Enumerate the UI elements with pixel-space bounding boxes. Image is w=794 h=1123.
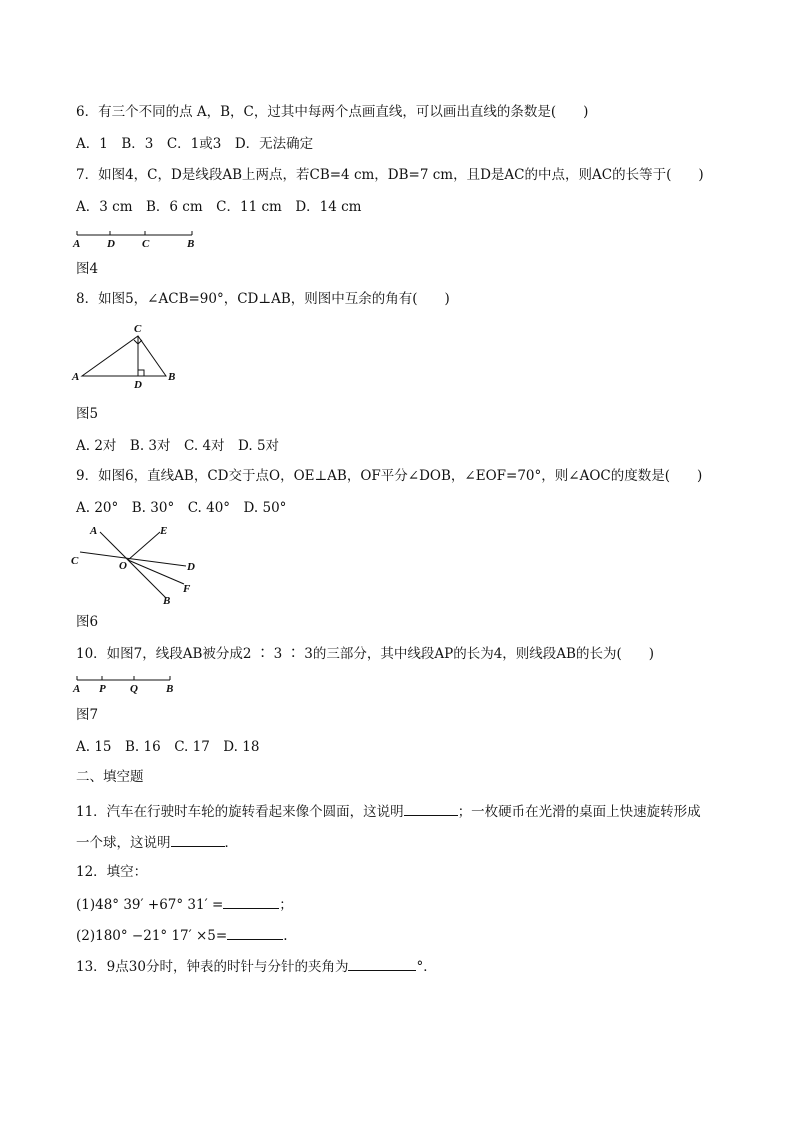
q12-part1-text: (1)48° 39′ +67° 31′ = <box>76 897 224 913</box>
q6-options: A．1 B．3 C．1或3 D．无法确定 <box>76 136 314 152</box>
q8-options: A. 2对 B. 3对 C. 4对 D. 5对 <box>76 438 280 454</box>
fig4-label-d: D <box>107 238 115 250</box>
fig6-label-d: D <box>187 561 195 573</box>
q12-stem: 12．填空： <box>76 864 148 880</box>
fig7-label-b: B <box>166 683 174 695</box>
fig7-label-q: Q <box>130 683 138 695</box>
q13-line <box>76 956 437 976</box>
q11-text-4: ． <box>224 835 238 851</box>
q13-text: 13．9点30分时，钟表的时针与分针的夹角为 <box>76 959 349 975</box>
figure-7 <box>70 673 190 695</box>
fig5-label-a: A <box>72 371 80 383</box>
q12-blank-1[interactable] <box>223 894 279 909</box>
q12-part1-end: ； <box>279 897 293 913</box>
fig5-label-d: D <box>134 379 142 391</box>
q13-blank[interactable] <box>348 956 416 971</box>
q12-part1 <box>76 894 293 914</box>
fig6-label-c: C <box>71 555 79 567</box>
fig7-caption: 图7 <box>76 707 99 723</box>
q7-options: A．3 cm B．6 cm C．11 cm D．14 cm <box>76 199 362 215</box>
fig5-label-b: B <box>168 371 176 383</box>
q9-stem: 9．如图6，直线AB，CD交于点O，OE⊥AB，OF平分∠DOB，∠EOF=70°，则∠AOC的度数是( ) <box>76 468 703 484</box>
fig4-label-c: C <box>142 238 150 250</box>
q12-part2-end: . <box>283 928 288 944</box>
q11-line1 <box>76 801 701 821</box>
q11-text-3: 一个球，这说明 <box>76 835 171 851</box>
q10-stem: 10．如图7，线段AB被分成2 ∶ 3 ∶ 3的三部分，其中线段AP的长为4，则线段AB的长为( ) <box>76 646 654 662</box>
fig7-label-p: P <box>99 683 106 695</box>
q11-text-2: ；一枚硬币在光滑的桌面上快速旋转形成 <box>457 804 701 820</box>
fig4-caption: 图4 <box>76 261 99 277</box>
fig6-label-o: O <box>119 560 127 572</box>
fig6-label-f: F <box>183 583 191 595</box>
figure-5 <box>68 318 188 392</box>
fig6-caption: 图6 <box>76 614 99 630</box>
fig4-label-b: B <box>187 238 195 250</box>
q12-part2 <box>76 925 288 945</box>
q11-text-1: 11．汽车在行驶时车轮的旋转看起来像个圆面，这说明 <box>76 804 404 820</box>
fig5-caption: 图5 <box>76 406 99 422</box>
q10-options: A. 15 B. 16 C. 17 D. 18 <box>76 739 260 755</box>
section-heading-fill-in: 二、填空题 <box>76 769 144 785</box>
fig6-label-a: A <box>90 525 98 537</box>
q8-stem: 8．如图5，∠ACB=90°，CD⊥AB，则图中互余的角有( ) <box>76 291 450 307</box>
q11-blank-1[interactable] <box>404 801 458 816</box>
q13-end: °． <box>416 959 437 975</box>
q9-options: A. 20° B. 30° C. 40° D. 50° <box>76 500 287 516</box>
figure-6 <box>66 522 206 608</box>
fig4-label-a: A <box>73 238 81 250</box>
q11-blank-2[interactable] <box>171 832 225 847</box>
figure-4 <box>70 228 210 250</box>
q7-stem: 7．如图4，C，D是线段AB上两点，若CB=4 cm，DB=7 cm，且D是AC的中点，则AC的长等于( ) <box>76 167 704 183</box>
q6-stem: 6．有三个不同的点 A，B，C，过其中每两个点画直线，可以画出直线的条数是( ) <box>76 104 589 120</box>
fig6-label-e: E <box>160 525 168 537</box>
fig5-label-c: C <box>134 323 142 335</box>
fig7-label-a: A <box>73 683 81 695</box>
q12-part2-text: (2)180° −21° 17′ ×5= <box>76 928 228 944</box>
fig6-label-b: B <box>163 595 171 607</box>
q12-blank-2[interactable] <box>227 925 283 940</box>
q11-line2 <box>76 832 238 852</box>
